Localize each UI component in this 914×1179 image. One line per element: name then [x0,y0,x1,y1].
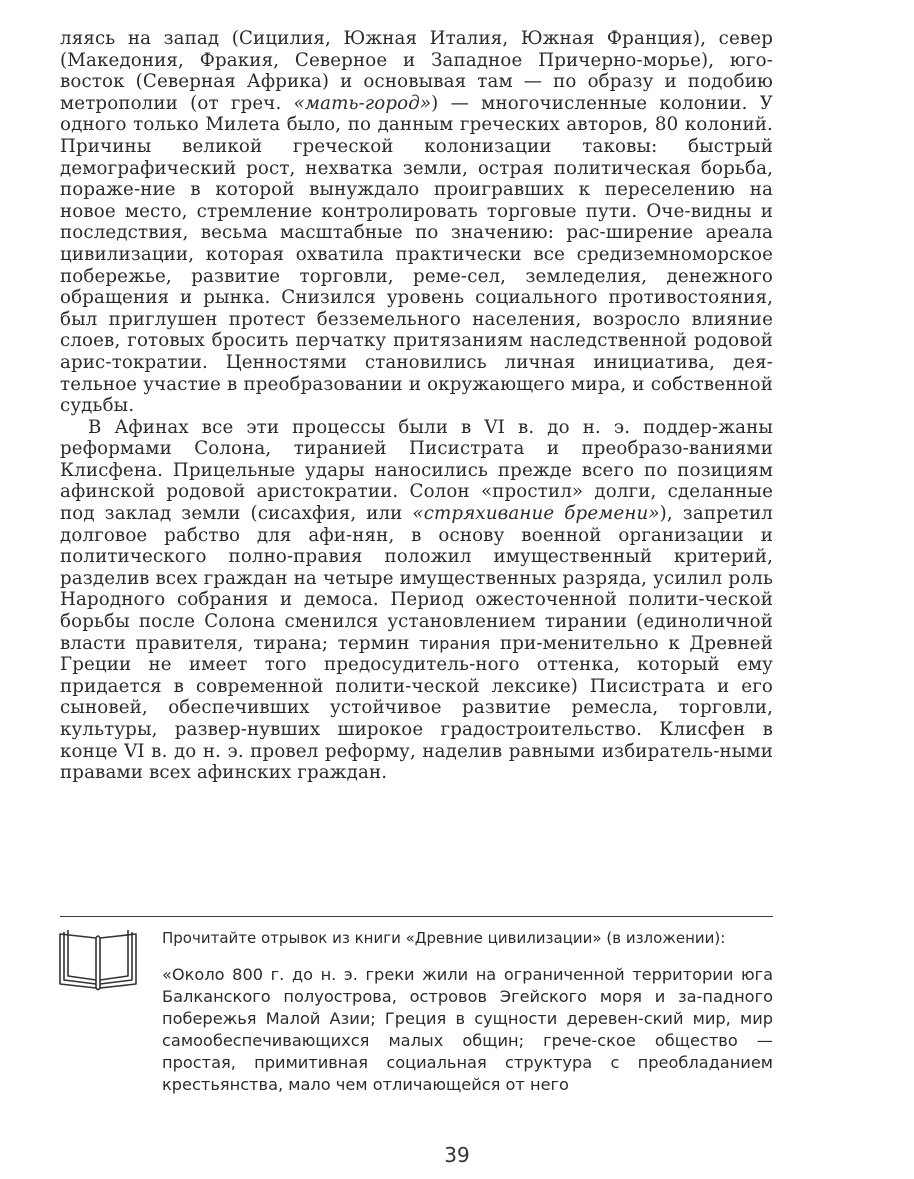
page-number: 39 [444,1143,470,1167]
italic-term: «стряхивание бремени» [412,503,660,525]
paragraph-athens-reforms [60,417,773,784]
section-divider [60,916,773,917]
text-run: ), запретил долговое рабство для афи-нян, в основу военной организации и политического полно-правия положил имущественный критерий, разделив всех граждан на четыре имущественных разряда, усилил роль Народного собрания и демоса. Период ожесточенной полити-ческой борьбы после Солона сменился установлением тирании (единоличной власти правителя, тирана; термин [60,503,774,654]
text-run: В Афинах все эти процессы были в VI в. до н. э. поддер-жаны реформами Солона, тиранией Писистрата и преобразо-ваниями Клисфена. Прицельные удары наносились прежде всего по позициям афинской родовой аристократии. Солон «простил» долги, сделанные под заклад земли (сисахфия, или [60,416,773,525]
main-text [60,28,773,784]
excerpt-quote: «Около 800 г. до н. э. греки жили на ограниченной территории юга Балканского полуострова, островов Эгейского моря и за-падного побережья Малой Азии; Греция в сущности деревен-ский мир, мир самообеспечивающихся малых общин; грече-ское общество — простая, примитивная социальная структура с преобладанием крестьянства, мало чем отличающейся от него [162,965,773,1094]
term-tyranny: тирания [419,633,491,653]
excerpt-instruction: Прочитайте отрывок из книги «Древние цивилизации» (в изложении): [162,929,726,947]
open-book-icon [56,924,140,992]
source-excerpt [162,928,773,1096]
text-run: при-менительно к Древней Греции не имеет того предосудитель-ного оттенка, который ему придается в современной полити-ческой лексике) Писистрата и его сыновей, обеспечивших устойчивое развитие ремесла, торговли, культуры, развер-нувших широкое градостроительство. Клисфен в конце VI в. до н. э. провел реформу, наделив равными избиратель-ными правами всех афинских граждан. [60,632,773,784]
paragraph-colonization [60,28,773,417]
italic-term: «мать-город» [293,92,432,114]
text-run: ляясь на запад (Сицилия, Южная Италия, Южная Франция), север (Македония, Фракия, Северное и Западное Причерно-морье), юго-восток (Северная Африка) и основывая там — по образу и подобию метрополии (от греч. [60,28,773,114]
text-run: ) — многочисленные колонии. У одного только Милета было, по данным греческих авторов, 80 колоний. Причины великой греческой колонизации таковы: быстрый демографический рост, нехватка земли, острая политическая борьба, пораже-ние в которой вынуждало проигравших к переселению на новое место, стремление контролировать торговые пути. Оче-видны и последствия, весьма масштабные по значению: рас-ширение ареала цивилизации, которая охватила практически все средиземноморское побережье, развитие торговли, реме-сел, земледелия, денежного обращения и рынка. Снизился уровень социального противостояния, был приглушен протест безземельного населения, возросло влияние слоев, готовых бросить перчатку притязаниям наследственной родовой арис-тократии. Ценностями становились личная инициатива, дея-тельное участие в преобразовании и окружающего мира, и собственной судьбы. [60,92,774,417]
